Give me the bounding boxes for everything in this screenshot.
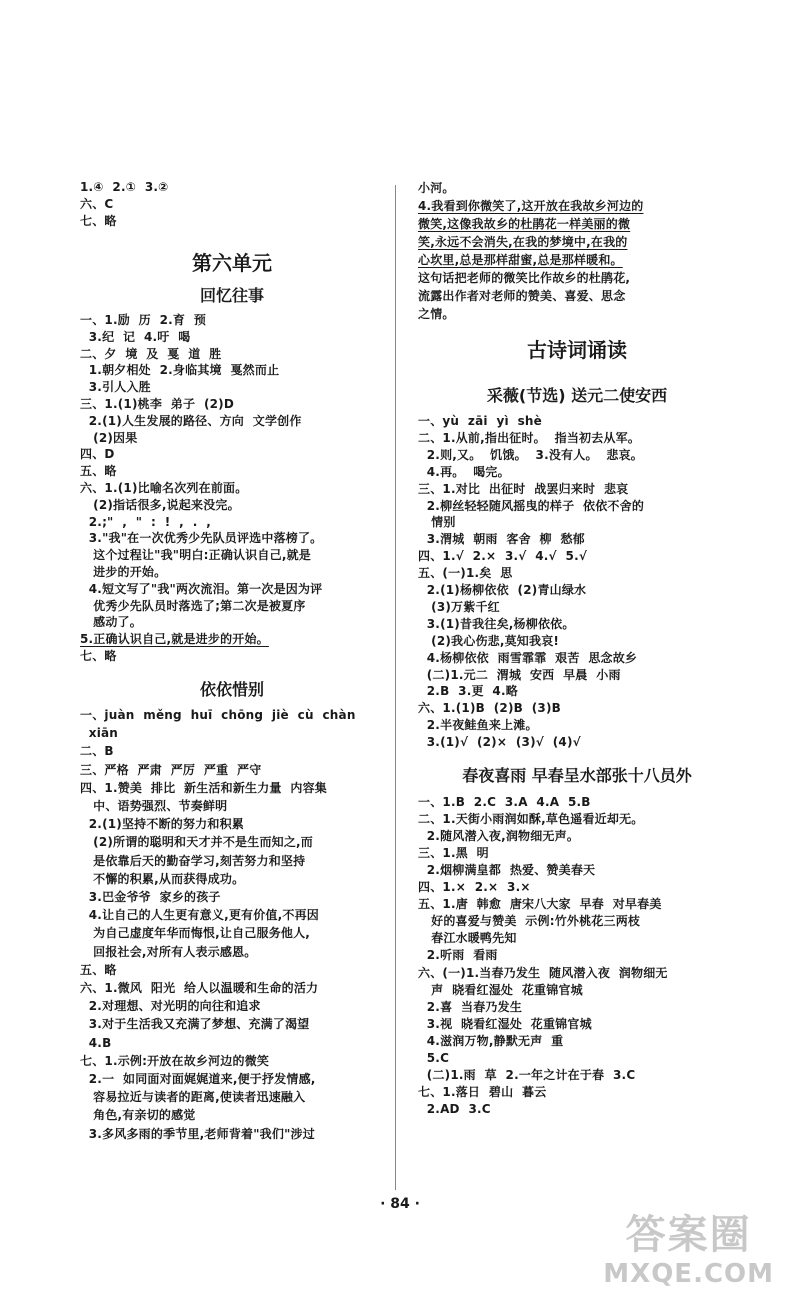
answer-line: 3.(1)√ (2)× (3)√ (4)√ [418,735,581,750]
answer-line: 3."我"在一次优秀少先队员评选中落榜了。 [80,531,323,546]
answer-line: 三、1.(1)桃李 弟子 (2)D [80,397,235,411]
answer-line: 3.多风多雨的季节里,老师背着"我们"涉过 [80,1126,315,1141]
answer-line: 2.B 3.更 4.略 [418,684,518,699]
answer-line: 4.让自己的人生更有意义,更有价值,不再因 [80,908,319,923]
answer-line: 3.视 晓看红湿处 花重锦官城 [418,1016,592,1031]
answer-line: 六、1.微风 阳光 给人以温暖和生命的活力 [80,981,319,995]
answer-line: (3)万紫千红 [418,599,500,614]
answer-line: 3.引人入胜 [80,380,151,395]
watermark-brand: 答案圈 [625,1212,752,1258]
answer-line: 2.柳丝轻轻随风摇曳的样子 依依不舍的 [418,498,645,513]
answer-line: 2.喜 当春乃发生 [418,999,523,1014]
answer-line: (二)1.雨 草 2.一年之计在于春 3.C [418,1067,636,1082]
answer-line: (2)所谓的聪明和天才并不是生而知之,而 [80,835,314,850]
answer-line: 2.AD 3.C [418,1101,491,1116]
answer-line: 中、语势强烈、节奏鲜明 [80,799,228,813]
answer-line: 一、juàn měng huī chōng jiè cù chàn [80,708,356,722]
answer-line: (2)我心伤悲,莫知我哀! [418,633,560,648]
answer-line: 情别 [418,515,456,530]
answer-line: 不懈的积累,从而获得成功。 [80,871,245,886]
answer-line: 二、1.从前,指出征时。 指当初去从军。 [418,430,641,445]
answer-line: 小河。 [418,181,455,195]
answer-line: 一、yù zāi yì shè [418,414,542,428]
answer-line: 笑,永远不会消失,在我的梦境中,在我的 [418,235,628,249]
answer-line: 四、1.赞美 排比 新生活和新生力量 内容集 [80,780,327,795]
answer-line: 回报社会,对所有人表示感恩。 [80,944,257,959]
answer-line: 三、严格 严肃 严厉 严重 严守 [80,762,262,777]
answer-line: 3.渭城 朝雨 客舍 柳 愁郁 [418,532,585,547]
chapter-title: 古诗词诵读 [527,338,627,362]
answer-line: 2.则,又。 饥饿。 3.没有人。 悲哀。 [418,447,643,462]
page-number: · 84 · [380,1196,420,1212]
section-title: 采薇(节选) 送元二使安西 [486,386,668,405]
answer-line: 五、(一)1.矣 思 [418,566,513,581]
answer-line: (2)指话很多,说起来没完。 [80,497,240,512]
answer-line: 感动了。 [80,615,142,630]
answer-line: 角色,有亲切的感觉 [80,1108,196,1123]
answer-line: 是依靠后天的勤奋学习,刻苦努力和坚持 [80,853,306,868]
section-title: 春夜喜雨 早春呈水部张十八员外 [462,766,692,785]
unit-title: 第六单元 [192,251,272,275]
answer-line: 声 晓看红湿处 花重锦官城 [418,982,583,997]
answer-line: 二、1.天街小雨润如酥,草色遥看近却无。 [418,812,644,827]
answer-line: 4.再。 喝完。 [418,464,510,479]
answer-line: 3.(1)昔我往矣,杨柳依依。 [418,616,575,631]
answer-line: 4.我看到你微笑了,这开放在我故乡河边的 [418,199,644,213]
answer-line: 七、略 [80,214,117,228]
answer-line: 2.(1)坚持不断的努力和积累 [80,817,244,832]
answer-line: 2.听雨 看雨 [418,948,498,963]
answer-line: 优秀少先队员时落选了;第二次是被夏序 [80,598,306,613]
answer-line: 七、1.示例:开放在故乡河边的微笑 [80,1053,270,1068]
watermark-url: MXQE.COM [603,1259,774,1289]
answer-line: 一、1.励 历 2.育 预 [80,313,207,327]
answer-line: 五、1.唐 韩愈 唐宋八大家 早春 对早春美 [418,897,662,912]
answer-line: 4.杨柳依依 雨雪霏霏 艰苦 思念故乡 [418,650,638,665]
answer-line: 七、1.落日 碧山 暮云 [418,1084,547,1099]
answer-line: 1.朝夕相处 2.身临其境 戛然而止 [80,363,280,378]
answer-line: 心坎里,总是那样甜蜜,总是那样暖和。 [418,253,623,267]
answer-line: 3.纪 记 4.吁 喝 [80,329,191,344]
answer-line: 二、夕 境 及 戛 道 胜 [80,346,222,361]
answer-line: 2.;" , " : ! , . , [80,514,211,529]
answer-line: 六、C [80,197,114,211]
answer-line: 春江水暖鸭先知 [418,931,517,946]
answer-line: 流露出作者对老师的赞美、喜爱、思念 [418,289,626,303]
answer-line: 4.B [80,1035,112,1050]
answer-line: 好的喜爱与赞美 示例:竹外桃花三两枝 [418,914,641,929]
answer-line: 七、略 [80,649,117,663]
answer-line: 六、1.(1)B (2)B (3)B [418,701,562,716]
answer-line: 为自己虚度年华而悔恨,让自己服务他人, [80,926,311,941]
answer-line: 2.半夜鲑鱼来上滩。 [418,718,538,733]
answer-line: 2.烟柳满皇都 热爱、赞美春天 [418,863,596,878]
answer-line: 五、略 [80,464,117,479]
answer-line: 二、B [80,744,114,759]
answer-line: 一、1.B 2.C 3.A 4.A 5.B [418,795,591,809]
answer-line: xiān [80,726,119,741]
answer-line: 2.一 如同面对面娓娓道来,便于抒发情感, [80,1072,316,1086]
answer-line: 4.滋润万物,静默无声 重 [418,1033,564,1048]
answer-line: 进步的开始。 [80,565,167,579]
answer-line: 六、1.(1)比喻名次列在前面。 [80,481,248,495]
answer-line: 三、1.对比 出征时 战罢归来时 悲哀 [418,481,629,496]
answer-line: (二)1.元二 渭城 安西 早晨 小雨 [418,667,621,682]
answer-line: (2)因果 [80,430,138,445]
section-title: 依依惜别 [199,680,264,699]
answer-line: 这句话把老师的微笑比作故乡的杜鹃花, [418,271,631,285]
answer-line: 微笑,这像我故乡的杜鹃花一样美丽的微 [418,217,631,231]
answer-line: 5.C [418,1050,450,1065]
answer-line: 2.对理想、对光明的向往和追求 [80,999,261,1014]
answer-line: 之情。 [418,307,455,321]
answer-line: 六、(一)1.当春乃发生 随风潜入夜 润物细无 [418,965,668,980]
answer-line: 1.④ 2.① 3.② [80,180,169,194]
answer-line: 2.(1)杨柳依依 (2)青山绿水 [418,583,587,597]
answer-line: 2.(1)人生发展的路径、方向 文学创作 [80,413,302,428]
answer-line: 容易拉近与读者的距离,使读者迅速融入 [80,1090,306,1105]
answer-line: 三、1.黑 明 [418,846,489,861]
answer-line: 2.随风潜入夜,润物细无声。 [418,829,580,844]
answer-line: 五、略 [80,962,117,977]
answer-line: 这个过程让"我"明白:正确认识自己,就是 [80,548,311,563]
column-divider [395,185,396,1190]
answer-line: 四、1.√ 2.× 3.√ 4.√ 5.√ [418,549,588,564]
watermark-logo [603,1212,774,1290]
answer-line: 4.短文写了"我"两次流泪。第一次是因为评 [80,581,323,596]
answer-line: 四、1.× 2.× 3.× [418,880,531,895]
section-title: 回忆往事 [199,286,264,305]
answer-line: 四、D [80,447,115,462]
answer-line: 3.对于生活我又充满了梦想、充满了渴望 [80,1017,310,1032]
answer-line: 3.巴金爷爷 家乡的孩子 [80,890,221,904]
answer-line: 5.正确认识自己,就是进步的开始。 [80,632,269,647]
